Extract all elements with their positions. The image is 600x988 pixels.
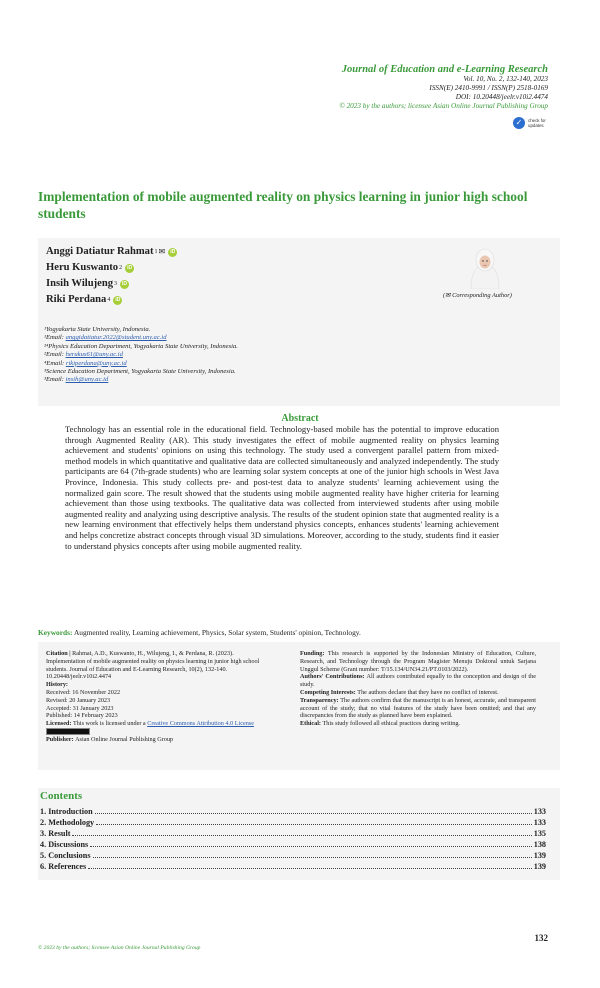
author-3 <box>46 276 177 292</box>
article-info-panel <box>38 642 560 770</box>
table-of-contents <box>38 788 560 880</box>
competing-text: The authors declare that they have no conflict of interest. <box>357 688 499 696</box>
author-sup: 1 <box>154 249 158 255</box>
page-number: 132 <box>534 933 548 943</box>
email-link-4[interactable]: rikiperdana@uny.ac.id <box>65 359 127 367</box>
toc-item-label: 3. Result <box>40 829 71 838</box>
journal-name[interactable]: Journal of Education and e-Learning Research <box>341 64 548 75</box>
author-name: Anggi Datiatur Rahmat <box>46 246 154 257</box>
toc-item[interactable] <box>40 839 546 850</box>
author-name: Riki Perdana <box>46 294 107 305</box>
affiliation-2: ²⁴Physics Education Department, Yogyakarta State University, Indonesia. <box>44 342 238 350</box>
email-label: ²Email: <box>44 351 66 359</box>
publisher-text: Asian Online Journal Publishing Group <box>75 735 174 743</box>
orcid-icon[interactable]: iD <box>115 296 121 303</box>
history-heading: History: <box>46 681 68 689</box>
toc-item[interactable] <box>40 828 546 839</box>
received-date: Received: 16 November 2022 <box>46 688 121 696</box>
published-date: Published: 14 February 2023 <box>46 712 118 720</box>
publisher-info <box>46 736 274 744</box>
doi-info[interactable]: DOI: 10.20448/jeelr.v10i2.4474 <box>455 93 548 101</box>
toc-item-page: 138 <box>533 840 546 849</box>
email-line-1 <box>44 334 404 342</box>
funding <box>300 650 536 673</box>
email-label: ¹Email: <box>44 334 66 342</box>
keywords <box>38 628 361 637</box>
license-link[interactable]: Creative Commons Attribution 4.0 License <box>147 720 254 728</box>
email-line-2 <box>44 351 404 359</box>
email-link-3[interactable]: insih@uny.ac.id <box>65 376 109 384</box>
toc-item-page: 133 <box>533 807 546 816</box>
article-title: Implementation of mobile augmented reality on physics learning in junior high school students <box>38 189 528 221</box>
toc-item[interactable] <box>40 850 546 861</box>
license-info <box>46 720 274 736</box>
toc-item[interactable] <box>40 806 546 817</box>
author-4 <box>46 292 177 308</box>
author-1 <box>46 244 177 260</box>
toc-item-label: 1. Introduction <box>40 807 93 816</box>
orcid-icon[interactable]: iD <box>122 280 128 287</box>
orcid-icon[interactable]: iD <box>127 264 133 271</box>
email-label: ⁴Email: <box>44 359 66 367</box>
accepted-date: Accepted: 31 January 2023 <box>46 704 114 712</box>
email-line-3 <box>44 376 404 384</box>
author-sup: 2 <box>119 265 123 271</box>
corresponding-author-note: (✉ Corresponding Author) <box>443 292 512 299</box>
toc-item[interactable] <box>40 861 546 872</box>
keywords-label: Keywords: <box>38 628 73 637</box>
abstract-heading: Abstract <box>281 413 319 424</box>
toc-leader <box>95 813 532 814</box>
volume-info: Vol. 10, No. 2, 132-140, 2023 <box>463 75 548 83</box>
ethical-text: This study followed all ethical practices during writing. <box>322 720 460 728</box>
toc-item[interactable] <box>40 817 546 828</box>
article-info-right <box>300 650 536 728</box>
publisher-label: Publisher: <box>46 735 76 743</box>
toc-item-page: 135 <box>533 829 546 838</box>
contributions-text: All authors contributed equally to the conception and design of the study. <box>300 673 536 689</box>
email-line-4 <box>44 360 404 368</box>
toc-item-label: 5. Conclusions <box>40 851 91 860</box>
email-link-2[interactable]: herukus61@uny.ac.id <box>65 351 123 359</box>
authors-panel <box>38 238 560 406</box>
contributions <box>300 673 536 689</box>
citation-label: Citation | <box>46 650 73 657</box>
citation <box>46 650 274 681</box>
issn-info: ISSN(E) 2410-9991 / ISSN(P) 2518-0169 <box>429 84 548 92</box>
contributions-label: Authors' Contributions: <box>300 673 367 681</box>
affiliation-1: ¹Yogyakarta State University, Indonesia. <box>44 326 151 333</box>
transparency <box>300 697 536 720</box>
transparency-label: Transparency: <box>300 696 341 704</box>
funding-text: This research is supported by the Indonesian Ministry of Education, Culture, Research, and Technology through the Program Magister Menuju Doktoral untuk Sarjana Unggul Scheme (Grant number: T/15.134/UN34.21/PT.0103/2022). <box>300 650 536 673</box>
license-line: © 2023 by the authors; licensee Asian Online Journal Publishing Group <box>339 102 548 110</box>
author-name: Insih Wilujeng <box>46 278 114 289</box>
article-info-left <box>46 650 274 744</box>
toc-item-page: 139 <box>533 862 546 871</box>
toc-list <box>40 806 546 872</box>
affiliation-3: ³Science Education Department, Yogyakarta State University, Indonesia. <box>44 368 236 376</box>
email-link-1[interactable]: anggidatiatur.2022@student.uny.ac.id <box>65 334 167 342</box>
funding-label: Funding: <box>300 650 328 657</box>
licensed-text: This work is licensed under a <box>72 720 148 728</box>
citation-text: Rahmat, A.D., Kuswanto, H., Wilujeng, I., & Perdana, R. (2023). Implementation of mobile augmented reality on physics learning in junior high school students. Journal of Education and E-Learning Research, 10(2), 132-140. 10.20448/jeelr.v10i2.4474 <box>46 650 260 681</box>
toc-leader <box>90 846 531 847</box>
toc-item-label: 6. References <box>40 862 87 871</box>
history-label <box>46 681 274 689</box>
author-photo <box>462 243 508 289</box>
toc-leader <box>88 868 531 869</box>
keywords-text: Augmented reality, Learning achievement, Physics, Solar system, Students' opinion, Technology. <box>73 628 361 637</box>
author-name: Heru Kuswanto <box>46 262 119 273</box>
toc-item-page: 139 <box>533 851 546 860</box>
author-list <box>46 244 177 308</box>
toc-item-label: 4. Discussions <box>40 840 89 849</box>
check-updates-icon: ✓ <box>513 117 525 129</box>
orcid-icon[interactable]: iD <box>170 248 176 255</box>
check-updates-badge[interactable] <box>513 117 548 129</box>
toc-item-page: 133 <box>533 818 546 827</box>
transparency-text: The authors confirm that the manuscript is an honest, accurate, and transparent account of the study; that no vital features of the study have been omitted; and that any discrepancies from the study as planned have been explained. <box>300 696 536 720</box>
toc-leader <box>96 824 532 825</box>
footer-license: © 2023 by the authors; licensee Asian Online Journal Publishing Group <box>38 945 201 951</box>
toc-leader <box>72 835 531 836</box>
contents-heading: Contents <box>40 790 83 802</box>
author-sup: 4 <box>107 297 111 303</box>
author-2 <box>46 260 177 276</box>
ethical <box>300 720 536 728</box>
licensed-label: Licensed: <box>46 720 73 728</box>
cc-by-badge[interactable] <box>46 728 90 735</box>
competing-label: Competing Interests: <box>300 688 358 696</box>
affiliations <box>44 326 404 385</box>
check-updates-label: check for updates <box>528 118 546 128</box>
ethical-label: Ethical: <box>300 720 323 728</box>
author-sup: 3 <box>114 281 118 287</box>
toc-item-label: 2. Methodology <box>40 818 95 827</box>
competing-interests <box>300 689 536 697</box>
mail-icon: ✉ <box>158 247 166 256</box>
email-label: ³Email: <box>44 376 66 384</box>
revised-date: Revised: 20 January 2023 <box>46 696 111 704</box>
journal-header <box>339 64 548 111</box>
abstract-text: Technology has an essential role in the educational field. Technology-based mobile has the potential to improve education through Augmented Reality (AR). This study investigates the effect of mobile augmented reality on physics learning achievement and students' opinions on using this technology. The study used a convergent parallel pattern from mixed-method models in which quantitative and qualitative data are collected simultaneously and analyzed independently. The study participants are 64 (7th-grade students) who are learning solar system concepts at one of the junior high schools in West Java Province, Indonesia. This study collects pre- and post-test data to analyze students' learning achievement using the normalized gain score. The result showed that the students using mobile augmented reality have higher criteria for learning achievement than those using textbooks. The qualitative data was collected from interviewed students after using mobile augmented reality and analyzing using descriptive analysis. The results of the student opinion state that augmented reality is a new learning environment that effectively helps them understand physics concepts, enhances students' learning achievement and helps concretize abstract concepts through visual 3D simulations. Moreover, according to the study, students find it easier to understand physics concepts after using mobile augmented reality. <box>65 424 499 551</box>
toc-leader <box>93 857 532 858</box>
